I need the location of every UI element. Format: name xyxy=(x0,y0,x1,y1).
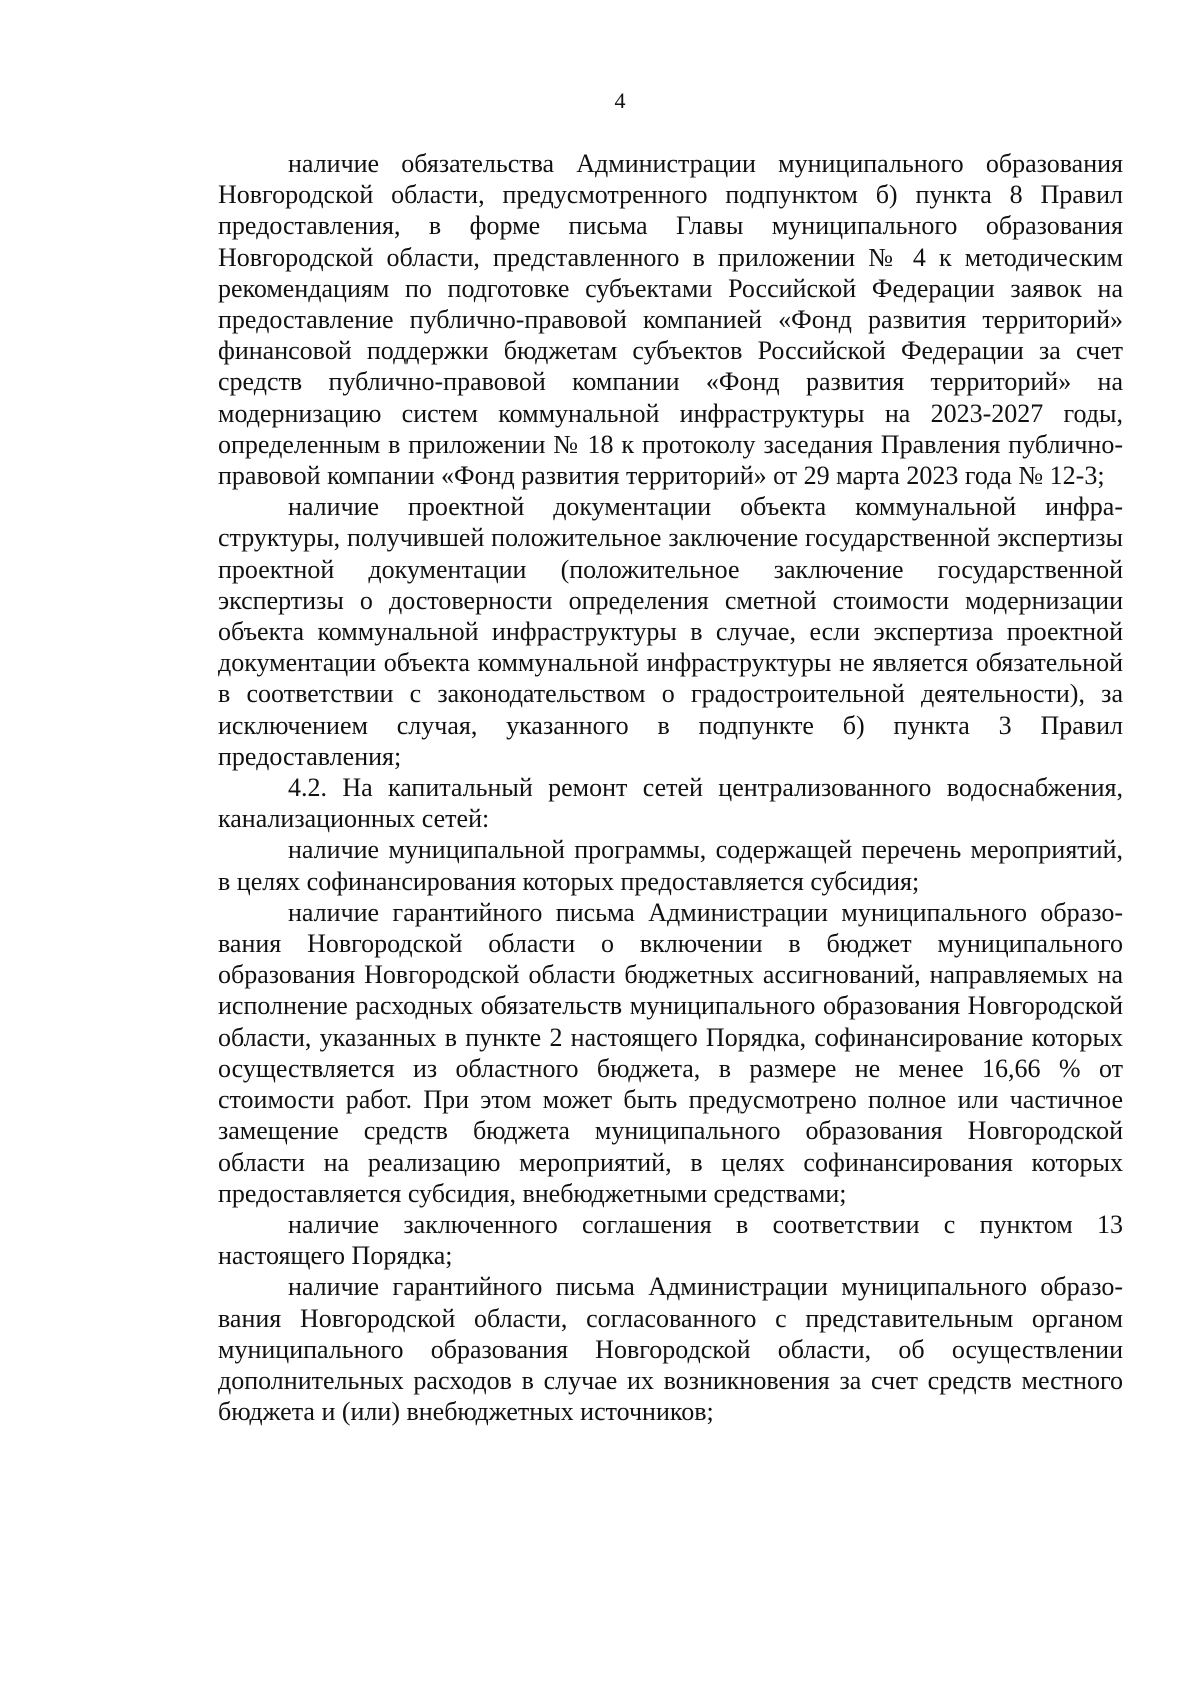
page-number: 4 xyxy=(614,88,626,113)
paragraph-agreement: наличие заключенного соглашения в соответствии с пунктом 13 настоящего Порядка; xyxy=(218,1209,1123,1271)
paragraph-guarantee-letter-budget: наличие гарантийного письма Администрации муниципального образования Новгородской области о включении в бюджет муниципального образования Новгородской области бюджетных ассигнований, направляемых на исполнение расходных обязательств муниципального образования Новгородской области, указанных в пункте 2 настоящего Порядка, софинансирование которых осуществляется из областного бюджета, в размере не менее 16,66 % от стоимости работ. При этом может быть предусмотрено полное или частичное замещение средств бюджета муниципального образования Новгородской области на реализацию мероприятий, в целях софинансирования которых предоставляется субсидия, внебюджетными средствами; xyxy=(218,897,1123,1208)
paragraph-obligation-letter: наличие обязательства Администрации муниципального образования Новгородской области, предусмотренного подпунктом б) пункта 8 Правил предоставления, в форме письма Главы муниципального образования Новгородской области, представленного в приложении № 4 к методическим рекомендациям по подготовке субъектами Российской Федерации заявок на предоставление публично-правовой компанией «Фонд развития территорий» финансовой поддержки бюджетам субъектов Российской Федерации за счет средств публично-правовой компании «Фонд развития территорий» на модернизацию систем коммунальной инфраструктуры на 2023-2027 годы, определенным в приложении № 18 к протоколу заседания Правления публично-правовой компании «Фонд развития территорий» от 29 марта 2023 года № 12-3; xyxy=(218,149,1123,491)
paragraph-project-documentation: наличие проектной документации объекта коммунальной инфраструктуры, получившей положительное заключение государственной экспертизы проектной документации (положительное заключение государственной экспертизы о достоверности определения сметной стоимости модернизации объекта коммунальной инфраструктуры в случае, если экспертиза проектной документации объекта коммунальной инфраструктуры не является обязательной в соответствии с законодательством о градостроительной деятельности), за исключением случая, указанного в подпункте б) пункта 3 Правил предоставления; xyxy=(218,492,1123,771)
document-body xyxy=(218,148,1123,1427)
paragraph-section-4-2: 4.2. На капитальный ремонт сетей централизованного водоснабжения, канализационных сетей: xyxy=(218,773,1123,834)
paragraph-guarantee-letter-expenses: наличие гарантийного письма Администрации муниципального образования Новгородской области, согласованного с представительным органом муниципального образования Новгородской области, об осуществлении дополнительных расходов в случае их возникновения за счет средств местного бюджета и (или) внебюджетных источников; xyxy=(218,1272,1123,1427)
paragraph-municipal-program: наличие муниципальной программы, содержащей перечень мероприятий, в целях софинансирования которых предоставляется субсидия; xyxy=(218,835,1123,896)
